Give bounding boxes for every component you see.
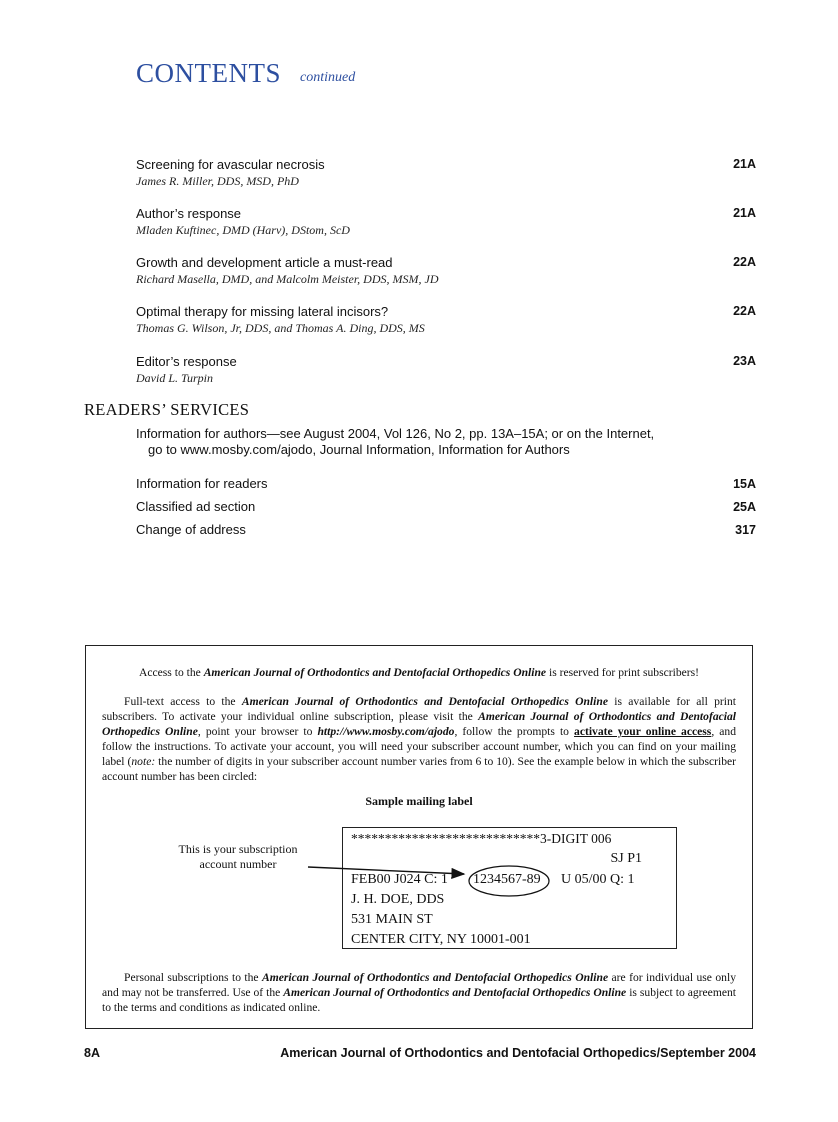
service-label: Change of address <box>136 522 246 537</box>
entry-page: 23A <box>733 354 756 368</box>
fulltext-paragraph: Full-text access to the American Journal of Orthodontics and Dentofacial Orthopedics Online is available for all print subscribers. To activate your individual online subscription, please visit the American Journal of Orthodontics and Dentofacial Orthopedics Online, point your browser to http://www.mosby.com/ajodo, follow the prompts to activate your online access, and follow the instructions. To activate your account, you will need your subscriber account number, which you can find on your mailing label (note: the number of digits in your subscriber account number varies from 6 to 10). See the example below in which the subscriber account number has been circled: <box>102 695 736 783</box>
personal-subscriptions-paragraph: Personal subscriptions to the American Journal of Orthodontics and Dentofacial Orthopedics Online are for individual use only and may not be transferred. Use of the American Journal of Orthodontics and Dentofacial Orthopedics Online is subject to agreement to the terms and conditions as indicated online. <box>102 971 737 1014</box>
entry-authors: James R. Miller, DDS, MSD, PhD <box>136 174 299 188</box>
arrow-line <box>308 867 464 874</box>
entry-title: Growth and development article a must-read <box>136 255 393 270</box>
authors-info <box>136 426 736 458</box>
mail-line5: 531 MAIN ST <box>351 912 433 927</box>
authors-info-line1: Information for authors—see August 2004, Vol 126, No 2, pp. 13A–15A; or on the Internet, <box>136 426 655 441</box>
service-item <box>136 476 756 492</box>
activate-access-link[interactable]: activate your online access <box>574 725 712 738</box>
journal-url-link[interactable]: http://www.mosby.com/ajodo <box>317 725 455 738</box>
service-page: 317 <box>735 523 756 537</box>
toc-entry <box>136 354 756 386</box>
entry-title: Screening for avascular necrosis <box>136 157 325 172</box>
online-access-box <box>85 645 753 1029</box>
entry-title: Author’s response <box>136 206 242 221</box>
account-number: 1234567-89 <box>473 872 541 887</box>
mail-line4: J. H. DOE, DDS <box>351 892 445 907</box>
service-label: Classified ad section <box>136 499 256 514</box>
mail-line1: ****************************3-DIGIT 006 <box>351 831 612 846</box>
toc-entry <box>136 157 756 189</box>
authors-info-line2: go to www.mosby.com/ajodo, Journal Information, Information for Authors <box>148 442 570 457</box>
mail-line6: CENTER CITY, NY 10001-001 <box>351 932 531 947</box>
toc-entry <box>136 206 756 238</box>
mail-line2: SJ P1 <box>610 851 642 866</box>
page-title: CONTENTS <box>136 58 281 88</box>
entry-authors: David L. Turpin <box>136 371 214 385</box>
service-item <box>136 522 756 538</box>
service-label: Information for readers <box>136 476 268 491</box>
readers-services-heading: READERS’ SERVICES <box>84 400 250 419</box>
page-subtitle: continued <box>300 70 356 85</box>
footer-page-number: 8A <box>84 1046 100 1060</box>
entry-title: Editor’s response <box>136 354 237 369</box>
footer-journal: American Journal of Orthodontics and Dentofacial Orthopedics/September 2004 <box>280 1046 756 1060</box>
mail-line3b: U 05/00 Q: 1 <box>561 872 635 887</box>
entry-page: 21A <box>733 206 756 220</box>
entry-authors: Thomas G. Wilson, Jr, DDS, and Thomas A. Ding, DDS, MS <box>136 321 425 335</box>
entry-authors: Mladen Kuftinec, DMD (Harv), DStom, ScD <box>136 223 350 237</box>
sample-label-title: Sample mailing label <box>365 794 473 808</box>
toc-entry <box>136 255 756 287</box>
entry-page: 22A <box>733 255 756 269</box>
service-item <box>136 499 756 515</box>
entry-page: 21A <box>733 157 756 171</box>
service-page: 25A <box>733 500 756 514</box>
toc-entry <box>136 304 756 336</box>
entry-title: Optimal therapy for missing lateral incisors? <box>136 304 389 319</box>
subscription-callout: This is your subscription account number <box>178 842 298 871</box>
entry-page: 22A <box>733 304 756 318</box>
access-notice: Access to the American Journal of Orthodontics and Dentofacial Orthopedics Online is reserved for print subscribers! <box>138 666 700 679</box>
entry-authors: Richard Masella, DMD, and Malcolm Meister, DDS, MSM, JD <box>136 272 439 286</box>
account-circle <box>469 866 549 896</box>
mail-line3a: FEB00 J024 C: 1 <box>351 872 448 887</box>
service-page: 15A <box>733 477 756 491</box>
